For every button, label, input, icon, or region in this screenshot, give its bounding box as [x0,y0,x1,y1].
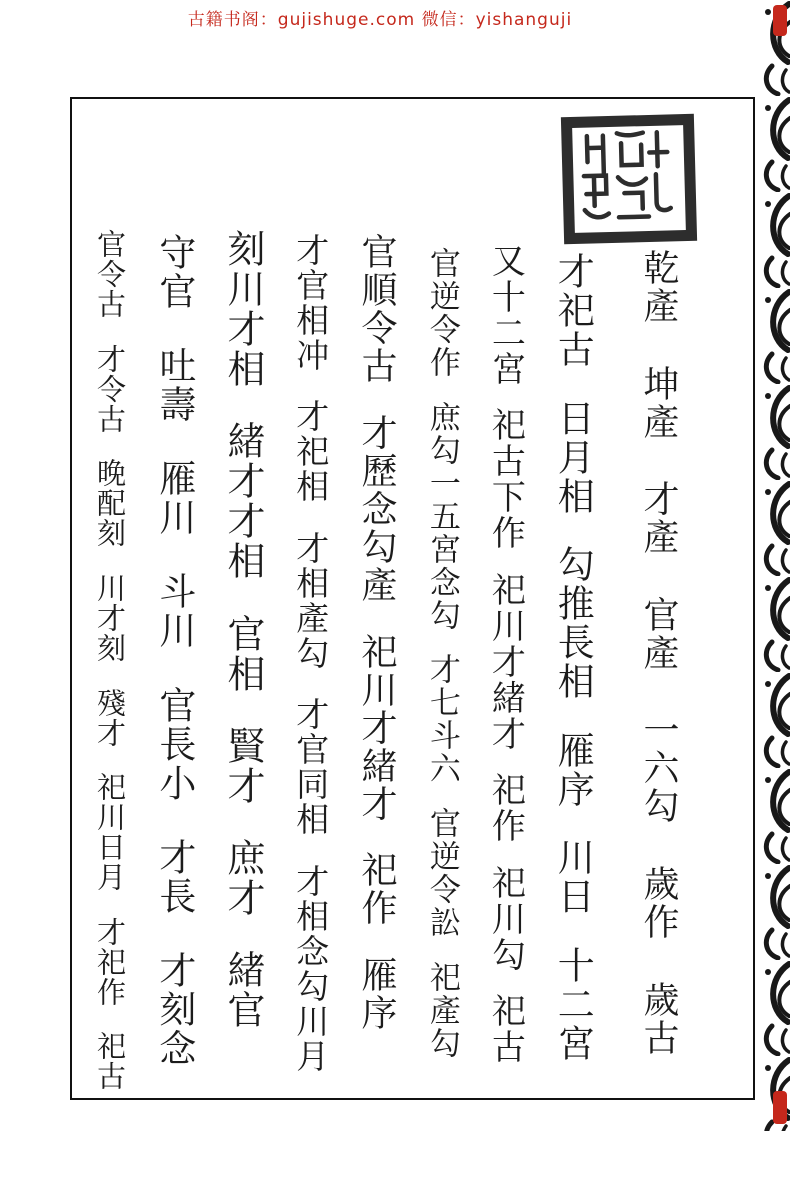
text-column-8 [152,227,195,1187]
phrase: 賢才 [220,725,265,806]
phrase: 才祀作 [92,916,127,1007]
phrase: 祀產勾 [423,960,460,1060]
watermark-text: 古籍书阁：gujishuge.com 微信：yishanguji [187,10,573,30]
page-frame [70,97,755,1100]
phrase: 歲作 [638,864,679,941]
phrase: 坤產 [638,364,679,441]
phrase: 刻川才相 [220,229,265,389]
phrase: 祀川日月 [92,772,127,893]
phrase: 才歷念勾產 [355,413,397,604]
text-column-2 [550,227,593,1187]
phrase: 吐壽 [152,346,196,425]
phrase: 緒官 [220,950,265,1031]
phrase: 歲古 [638,980,679,1057]
phrase: 祀川勾 [485,864,526,973]
phrase: 官產 [638,595,679,672]
phrase: 十二宮 [551,945,595,1063]
phrase: 祀作 [485,772,526,845]
phrase: 雁序 [355,956,397,1033]
phrase: 祀川才緒才 [485,571,526,752]
text-column-1 [637,227,679,1187]
phrase: 祀古 [92,1031,127,1092]
phrase: 官順令古 [355,233,397,385]
text-column-4 [423,227,459,1187]
phrase: 才祀古 [551,252,595,369]
phrase: 祀作 [355,851,397,928]
phrase: 殘才 [92,687,127,748]
seal-glyphs [583,132,671,218]
phrase: 川日 [551,838,595,917]
phrase: 才官相冲 [291,233,331,373]
manuscript-text [66,227,679,1187]
phrase: 官相 [220,613,265,694]
phrase: 祀古 [485,992,526,1065]
phrase: 晚配刻 [92,458,127,549]
phrase: 祀古下作 [485,407,526,552]
phrase: 緒才才相 [220,421,265,582]
phrase: 斗川 [152,572,196,651]
text-column-6 [291,227,329,1187]
phrase: 官長小 [152,685,196,803]
phrase: 才相念勾川月 [291,863,331,1074]
phrase: 勾推長相 [551,545,595,702]
phrase: 官逆令作 [423,247,460,379]
text-column-5 [355,227,397,1187]
text-column-3 [485,227,524,1187]
phrase: 才令古 [92,343,127,434]
spine-red-mark-bottom [773,1091,787,1124]
phrase: 才刻念 [152,950,196,1068]
phrase: 官令古 [92,229,127,319]
phrase: 庶才 [220,838,265,919]
phrase: 雁川 [152,459,196,538]
phrase: 守官 [152,233,196,311]
spine-red-mark-top [773,5,787,36]
phrase: 一六勾 [638,711,679,826]
phrase: 才祀相 [291,399,331,505]
book-spine-pattern [760,0,790,1131]
text-column-9 [92,227,126,1187]
phrase: 才相產勾 [291,530,331,671]
text-column-7 [221,227,265,1187]
phrase: 乾產 [638,249,679,325]
phrase: 才產 [638,480,679,557]
phrase: 庶勾一五宮念勾 [423,400,460,632]
phrase: 祀川才緒才 [355,632,397,823]
phrase: 才七斗六 [423,653,460,786]
phrase: 日月相 [551,398,595,516]
phrase: 又十二宮 [485,243,526,387]
phrase: 才長 [152,837,196,916]
phrase: 官逆令訟 [423,807,460,940]
phrase: 川才刻 [92,572,127,663]
phrase: 雁序 [551,730,595,809]
phrase: 才官同相 [291,697,331,838]
